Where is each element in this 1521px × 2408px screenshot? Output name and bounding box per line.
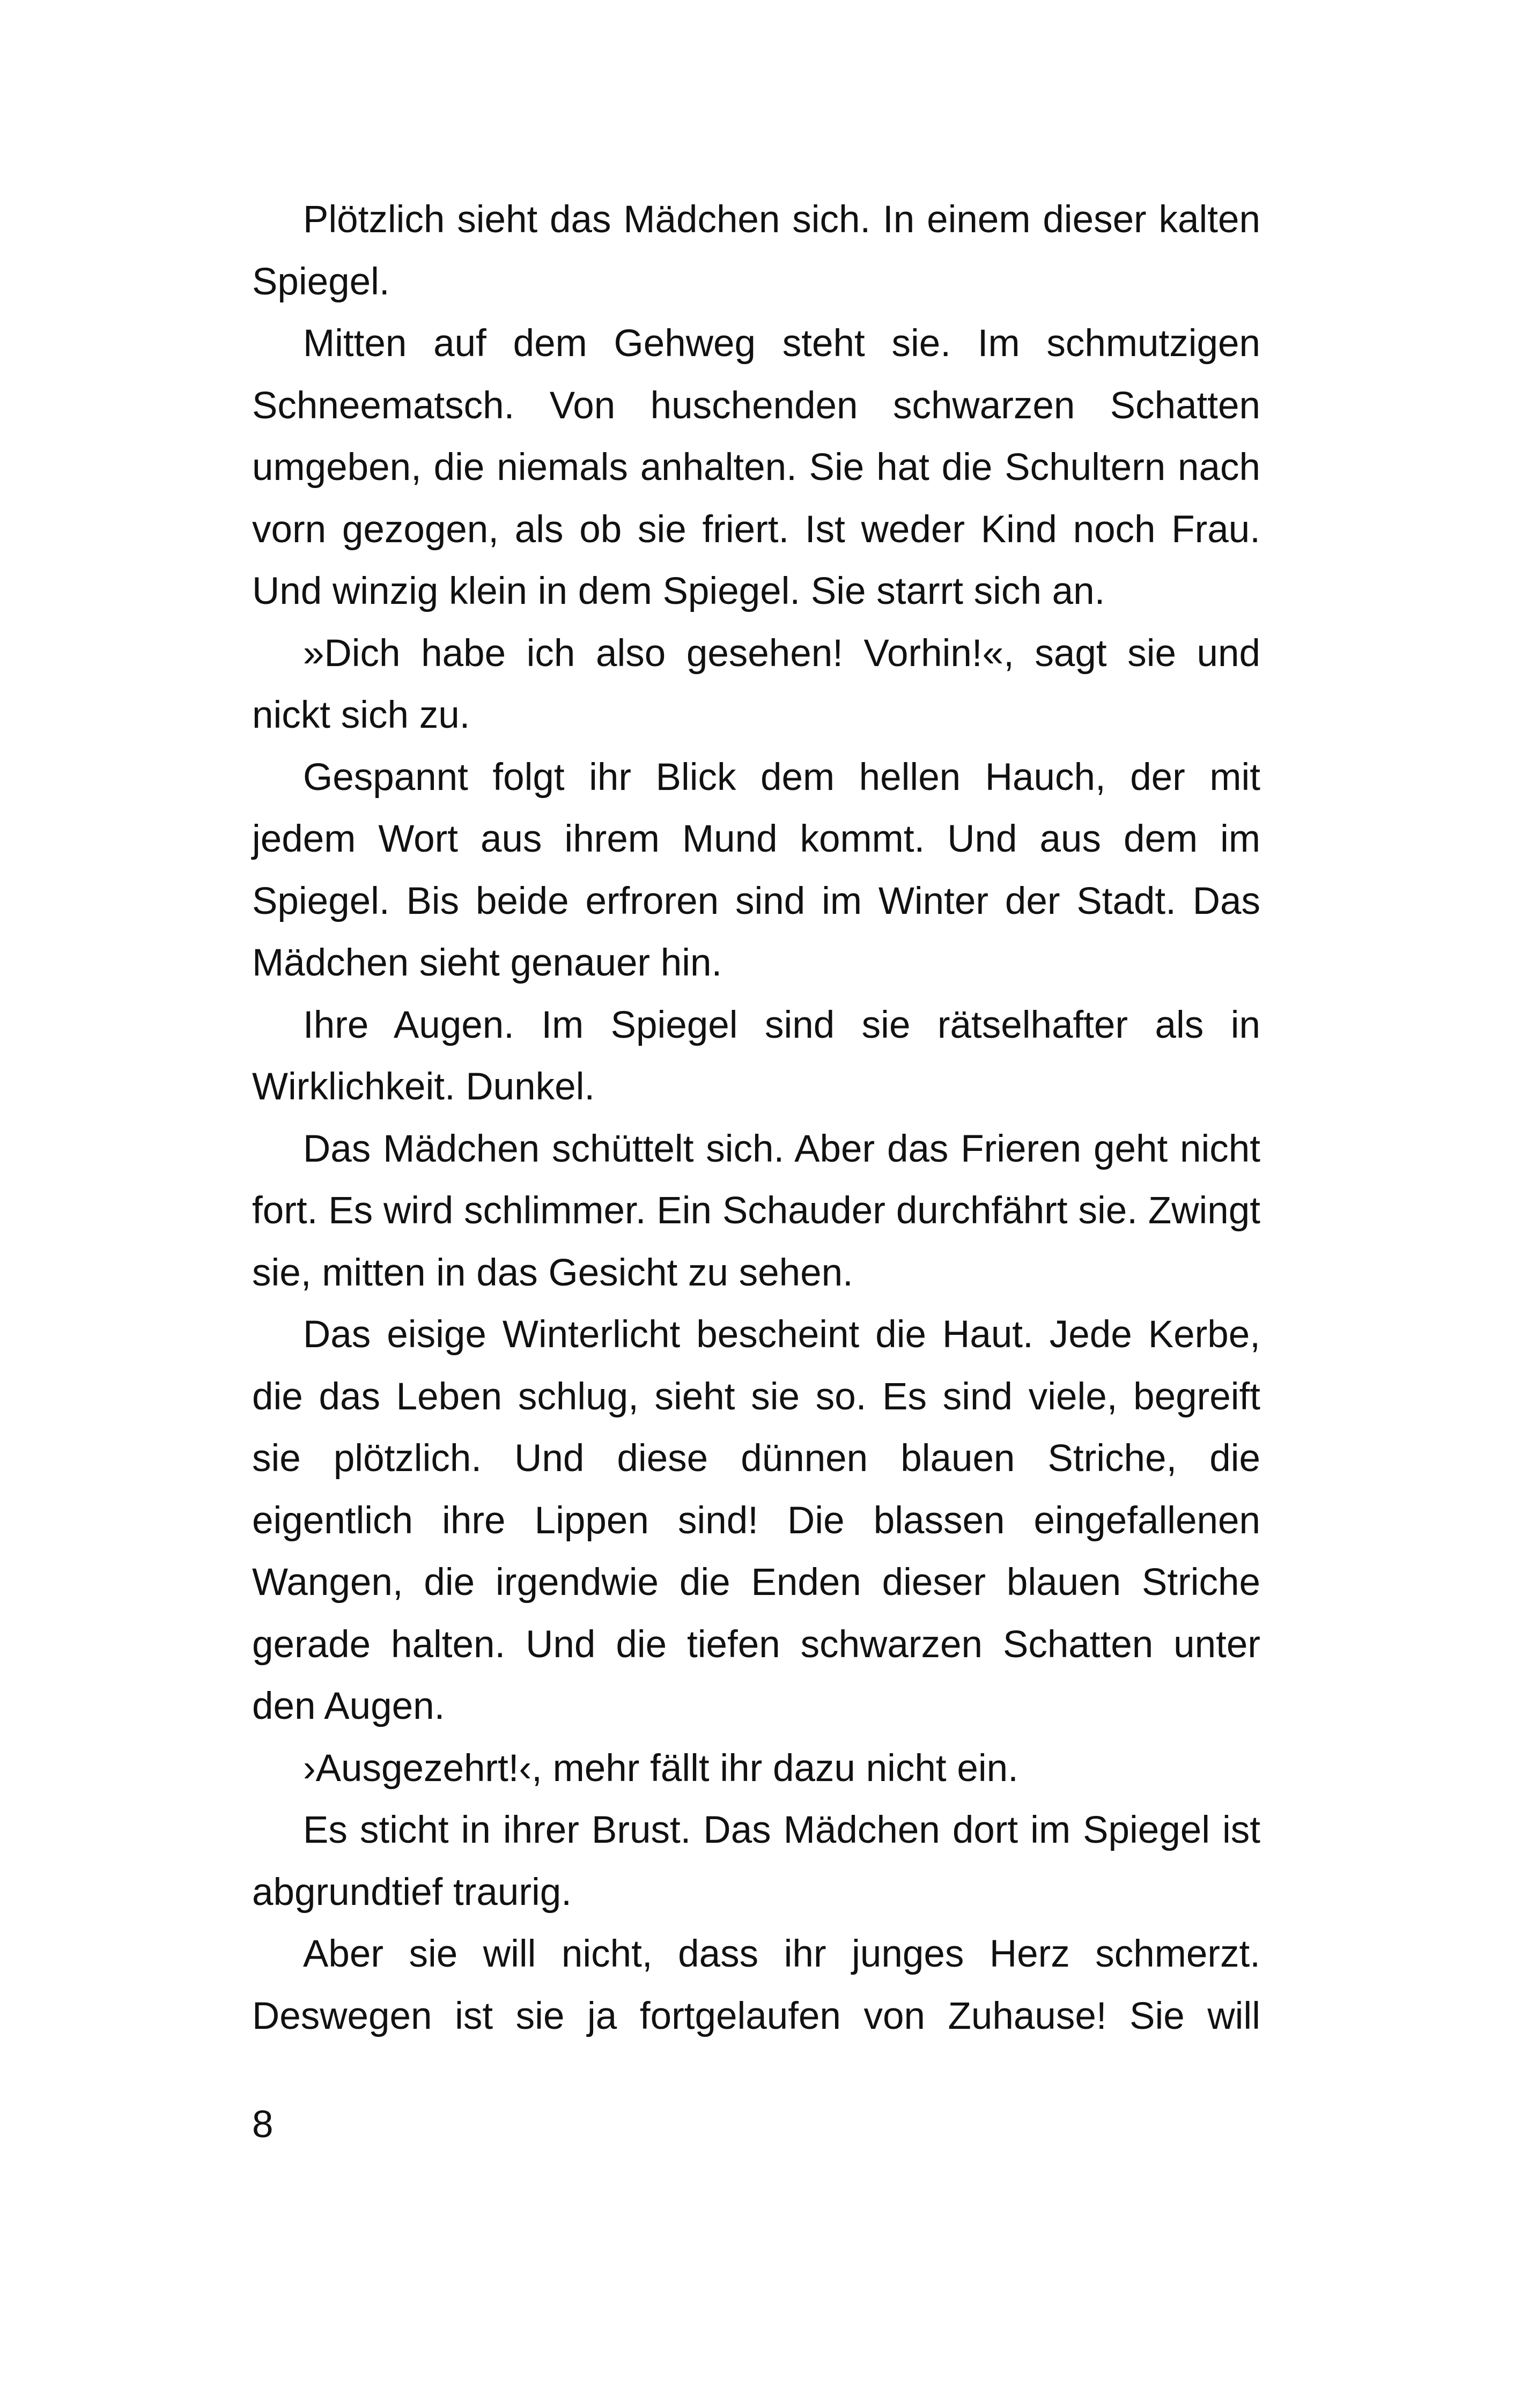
paragraph: Es sticht in ihrer Brust. Das Mädchen dort im Spiegel ist abgrundtief traurig. (252, 1809, 1260, 1914)
paragraph: Aber sie will nicht, dass ihr junges Herz schmerzt. Deswegen ist sie ja fortgelaufen von Zuhause! Sie will (252, 1933, 1260, 2037)
page-number: 8 (252, 2103, 274, 2146)
paragraph: Das Mädchen schüttelt sich. Aber das Frieren geht nicht fort. Es wird schlimmer. Ein Schauder durchfährt sie. Zwingt sie, mitten in das Gesicht zu sehen. (252, 1127, 1260, 1294)
paragraph: Mitten auf dem Gehweg steht sie. Im schmutzigen Schneematsch. Von huschenden schwarzen Schatten umgeben, die niemals anhalten. Sie hat die Schultern nach vorn gezogen, als ob sie friert. Ist weder Kind noch Frau. Und winzig klein in dem Spiegel. Sie starrt sich an. (252, 322, 1260, 612)
paragraph: ›Ausgezehrt!‹, mehr fällt ihr dazu nicht ein. (303, 1747, 1018, 1790)
body-text (252, 189, 1260, 2047)
paragraph: »Dich habe ich also gesehen! Vorhin!«, sagt sie und nickt sich zu. (252, 632, 1260, 736)
paragraph: Plötzlich sieht das Mädchen sich. In einem dieser kalten Spiegel. (252, 198, 1260, 303)
paragraph: Ihre Augen. Im Spiegel sind sie rätselhafter als in Wirklichkeit. Dunkel. (252, 1003, 1260, 1108)
paragraph: Das eisige Winterlicht bescheint die Haut. Jede Kerbe, die das Leben schlug, sieht sie so. Es sind viele, begreift sie plötzlich. Und diese dünnen blauen Striche, die eigentlich ihre Lippen sind! Die blassen eingefallenen Wangen, die irgendwie die Enden dieser blauen Striche gerade halten. Und die tiefen schwarzen Schatten unter den Augen. (252, 1313, 1260, 1727)
paragraph: Gespannt folgt ihr Blick dem hellen Hauch, der mit jedem Wort aus ihrem Mund kommt. Und aus dem im Spiegel. Bis beide erfroren sind im Winter der Stadt. Das Mädchen sieht genauer hin. (252, 756, 1260, 984)
